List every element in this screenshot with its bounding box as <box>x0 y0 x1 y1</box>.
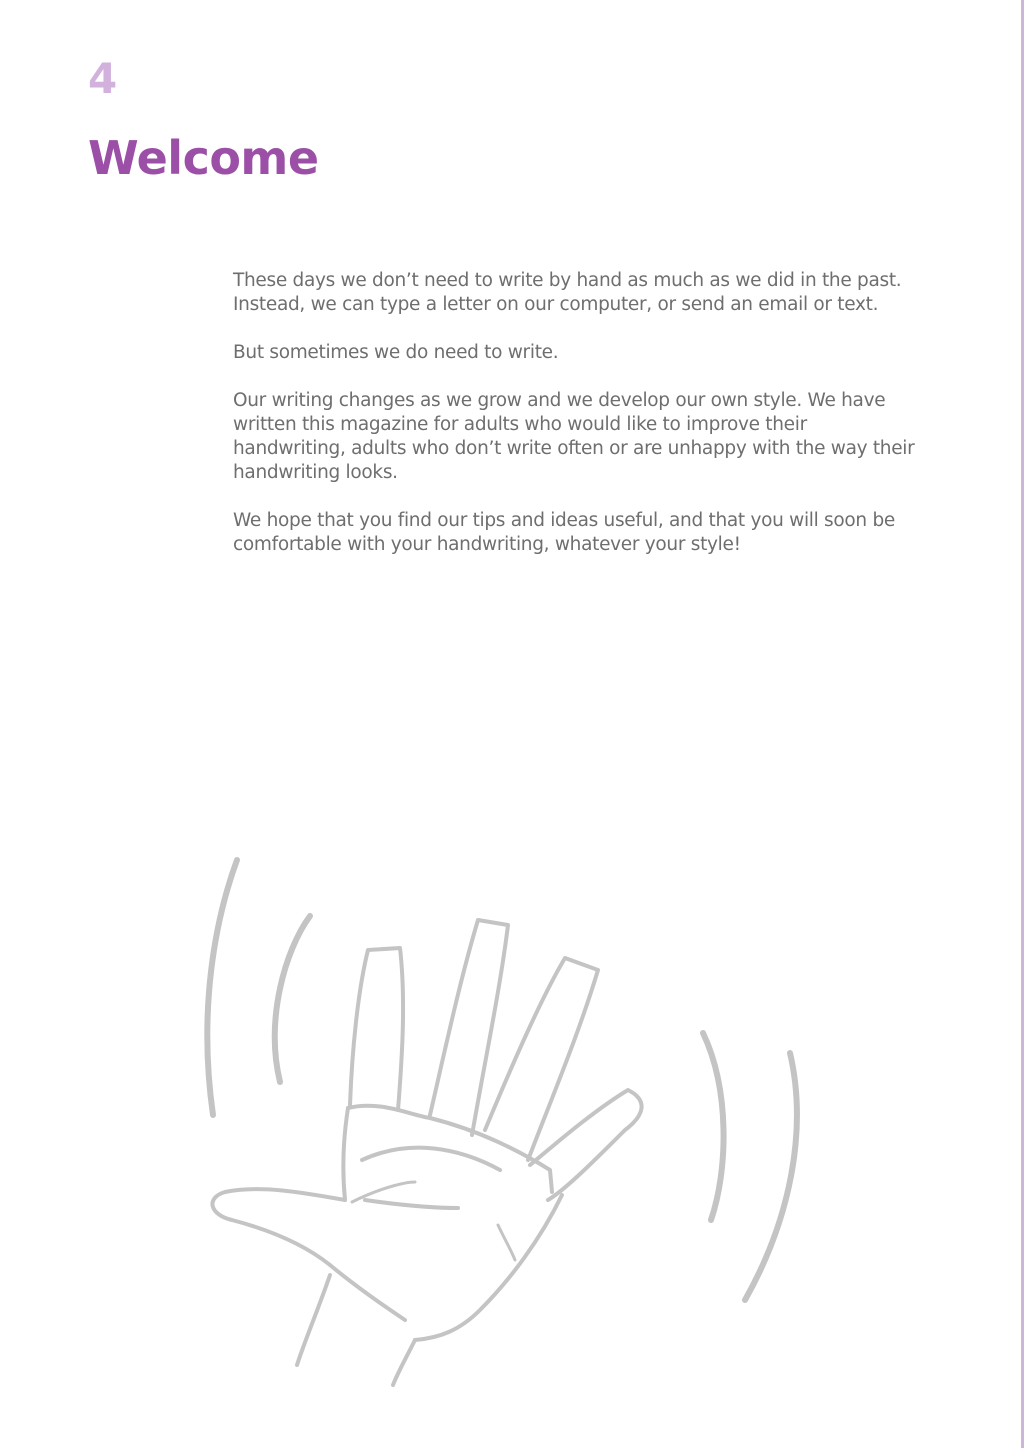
motion-line-right-outer <box>745 1053 797 1300</box>
wrist-left <box>330 1265 405 1320</box>
paragraph-audience: Our writing changes as we grow and we develop our own style. We have written this magazine for adults who would like to improve their handwriting, adults who don’t write often or are unhappy with the way their handwriting looks. <box>233 390 915 483</box>
page-number: 4 <box>88 54 118 103</box>
paragraph-intro: These days we don’t need to write by hand as much as we did in the past. Instead, we can type a letter on our computer, or send an email or text. <box>233 270 902 315</box>
welcome-body <box>233 269 923 581</box>
motion-line-left-inner <box>275 916 310 1082</box>
finger-ring <box>485 958 598 1160</box>
paragraph-need-to-write: But sometimes we do need to write. <box>233 342 559 363</box>
motion-line-left-outer <box>207 860 237 1115</box>
paragraph-closing: We hope that you find our tips and ideas useful, and that you will soon be comfortable with your handwriting, whatever your style! <box>233 510 895 555</box>
finger-index <box>350 948 403 1110</box>
thumb-crease <box>352 1182 415 1202</box>
page-title: Welcome <box>88 131 319 185</box>
palm-inner-line <box>498 1225 515 1260</box>
wrist-right-lower <box>393 1340 415 1385</box>
thumb-base-line <box>365 1200 458 1208</box>
palm-left-edge <box>343 1108 348 1200</box>
motion-line-right-inner <box>703 1033 724 1220</box>
palm-right-edge <box>415 1195 562 1340</box>
palm-crease <box>362 1148 500 1170</box>
wrist-left-lower <box>297 1275 330 1365</box>
waving-hand-icon <box>190 850 830 1400</box>
palm-top <box>348 1106 552 1192</box>
thumb <box>212 1189 345 1265</box>
